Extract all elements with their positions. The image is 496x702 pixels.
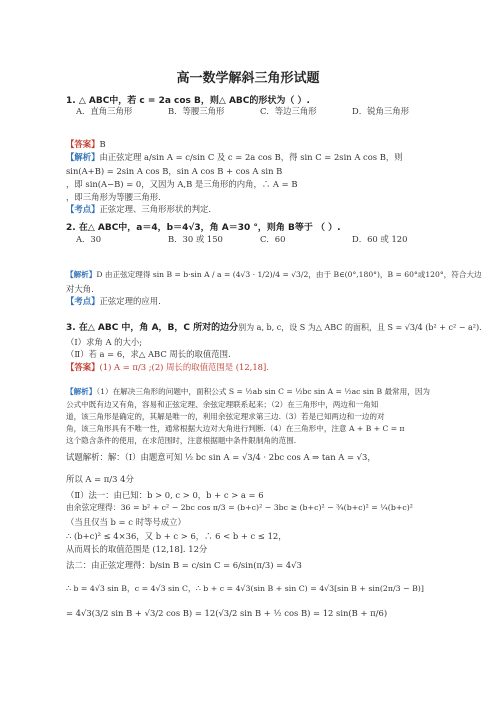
q1-answer-value: B — [99, 139, 106, 149]
q2-stem — [66, 222, 341, 233]
q3-analysis-4: 角，该三角形具有不唯一性，通常根据大边对大角进行判断.（4）在三角形中，注意 A + B + C = π — [66, 424, 405, 433]
q3-analysis-tag: 【解析】 — [66, 387, 97, 396]
q2-option-a: A．30 — [76, 234, 102, 244]
q1-point-text: 正弦定理、三角形形状的判定. — [99, 204, 212, 214]
q3-solution-9: ∴ b = 4√3 sin B，c = 4√3 sin C，∴ b + c = 4√3(sin B + sin C) = 4√3[sin B + sin(2π/3 − B)] — [66, 584, 424, 593]
q1-analysis-text-1: 由正弦定理 a/sin A = c/sin C 及 c = 2a cos B，得 sin C = 2sin A cos B，则 — [99, 152, 403, 162]
q3-solution-3: （Ⅱ）法一：由已知：b > 0, c > 0，b + c > a = 6 — [66, 490, 264, 500]
q1-option-d: D．锐角三角形 — [352, 106, 409, 116]
q3-answer-tag: 【答案】 — [66, 362, 100, 372]
q1-option-b: B．等腰三角形 — [168, 106, 225, 116]
q3-stem-1-text: 3. 在△ ABC 中，角 A，B，C 所对的边分 — [66, 323, 239, 333]
q1-option-c: C．等边三角形 — [260, 106, 317, 116]
q1-option-a: A．直角三角形 — [76, 106, 133, 116]
q2-point-text: 正弦定理的应用. — [99, 296, 161, 306]
q3-analysis-text-1: （1）在解决三角形的问题中，面积公式 S = ½ab sin C = ½bc sin A = ½ac sin B 最常用，因为 — [96, 387, 431, 396]
q3-solution-7: 从而周长的取值范围是 (12,18]. 12分 — [66, 544, 208, 554]
q3-stem-3: （Ⅱ）若 a = 6，求△ ABC 周长的取值范围. — [66, 349, 231, 359]
q1-stem — [66, 95, 310, 106]
q2-stem-text: 2. 在△ ABC中，a＝4，b＝4√3，角 A＝30 °，则角 B等于 （ ）. — [66, 223, 341, 233]
q3-solution-4: 由余弦定理得：36 = b² + c² − 2bc cos π/3 = (b+c)² − 3bc ≥ (b+c)² − ¾(b+c)² = ¼(b+c)² — [66, 503, 413, 512]
q3-analysis-5: 这个隐含条件的使用，在求范围时，注意根据题中条件限制角的范围. — [66, 436, 297, 445]
q3-analysis-2: 公式中既有边又有角，容易和正弦定理、余弦定理联系起来；（2）在三角形中，两边和一角知 — [66, 400, 379, 409]
q3-analysis-1 — [66, 387, 430, 397]
q2-analysis-2: 对大角. — [66, 284, 94, 294]
q2-option-b: B．30 或 150 — [168, 234, 223, 244]
q2-point-tag: 【考点】 — [66, 296, 100, 306]
q1-analysis-3: ，即 sin(A−B) = 0，又因为 A,B 是三角形的内角，∴ A = B — [66, 179, 298, 189]
q3-stem-2: （Ⅰ）求角 A 的大小; — [66, 337, 143, 347]
q1-stem-text: 1. △ ABC中，若 c = 2a cos B，则△ ABC的形状为（ ）. — [66, 96, 310, 106]
q1-answer — [66, 139, 106, 149]
q3-solution-6: ∴ (b+c)² ≤ 4×36，又 b + c > 6，∴ 6 < b + c ≤ 12， — [66, 531, 287, 541]
q2-analysis-text-1: D 由正弦定理得 sin B = b·sin A / a = (4√3 · 1/2)/4 = √3/2，由于 B∈(0°,180°)，B = 60°或120°，符合大边 — [96, 270, 482, 279]
q2-analysis-1 — [66, 270, 482, 280]
q1-analysis-4: ，即三角形为等腰三角形. — [66, 192, 161, 202]
q3-analysis-3: 道，该三角形是确定的，其解是唯一的，利用余弦定理求第三边.（3）若是已知两边和一边的对 — [66, 412, 385, 421]
q1-point — [66, 204, 211, 214]
q3-solution-1: 试题解析：解：（Ⅰ）由题意可知 ½ bc sin A = √3/4 · 2bc cos A ⇒ tan A = √3， — [66, 452, 376, 462]
q3-answer — [66, 362, 269, 372]
q2-options — [76, 234, 407, 244]
q2-point — [66, 296, 161, 306]
q1-analysis-2: sin(A+B) = 2sin A cos B，sin A cos B + cos A sin B — [66, 166, 283, 176]
q3-solution-2: 所以 A = π/3 4分 — [66, 474, 134, 484]
q1-analysis-1 — [66, 152, 403, 162]
q3-answer-value: (1) A = π/3 ;(2) 周长的取值范围是 (12,18]. — [99, 362, 269, 372]
q3-solution-5: （当且仅当 b = c 时等号成立） — [66, 517, 186, 527]
q2-option-c: C．60 — [260, 234, 286, 244]
page-title: 高一数学解斜三角形试题 — [176, 71, 320, 86]
q1-answer-tag: 【答案】 — [66, 139, 100, 149]
q2-option-d: D．60 或 120 — [352, 234, 408, 244]
q3-solution-8: 法二：由正弦定理得：b/sin B = c/sin C = 6/sin(π/3) = 4√3 — [66, 560, 302, 570]
q2-analysis-tag: 【解析】 — [66, 270, 97, 279]
q3-solution-10: = 4√3(3/2 sin B + √3/2 cos B) = 12(√3/2 sin B + ½ cos B) = 12 sin(B + π/6) — [66, 608, 388, 618]
q3-stem-1 — [66, 323, 482, 333]
q1-options — [76, 106, 409, 116]
q1-point-tag: 【考点】 — [66, 204, 100, 214]
q3-stem-1b-text: 别为 a, b, c，设 S 为△ ABC 的面积，且 S = √3/4 (b² + c² − a²). — [238, 323, 482, 332]
q1-analysis-tag: 【解析】 — [66, 152, 100, 162]
